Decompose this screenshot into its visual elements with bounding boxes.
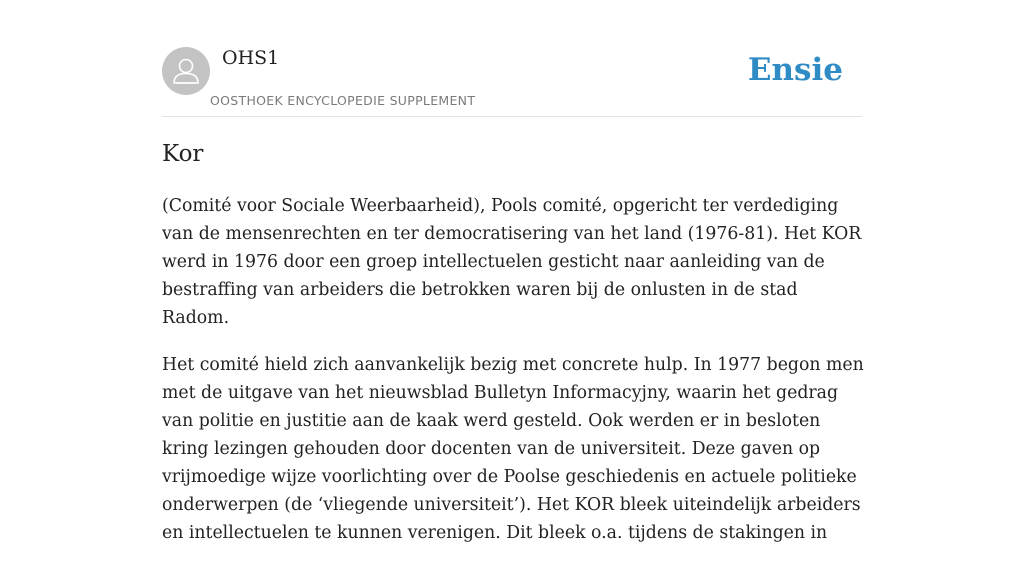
- source-link[interactable]: OOSTHOEK ENCYCLOPEDIE SUPPLEMENT: [210, 93, 476, 108]
- article-paragraph: (Comité voor Sociale Weerbaarheid), Pools comité, opgericht ter verdediging van de mensenrechten en ter democratisering van het land (1976-81). Het KOR werd in 1976 door een groep intellectuelen gesticht naar aanleiding van de bestraffing van arbeiders die betrokken waren bij de onlusten in de stad Radom.: [162, 196, 862, 328]
- article-body: [162, 192, 867, 566]
- article-paragraph: Het comité hield zich aanvankelijk bezig met concrete hulp. In 1977 begon men met de uitgave van het nieuwsblad Bulletyn Informacyjny, waarin het gedrag van politie en justitie aan de kaak werd gesteld. Ook werden er in besloten kring lezingen gehouden door docenten van de universiteit. Deze gaven op vrijmoedige wijze voorlichting over de Poolse geschiedenis en actuele politieke onderwerpen (de ‘vliegende universiteit’). Het KOR bleek uiteindelijk arbeiders en intellectuelen te kunnen verenigen. Dit bleek o.a. tijdens de stakingen in: [162, 355, 864, 543]
- page-title: Kor: [162, 141, 204, 167]
- user-silhouette-icon[interactable]: [162, 47, 210, 95]
- author-link[interactable]: OHS1: [222, 47, 280, 69]
- ensie-logo[interactable]: Ensie: [747, 52, 843, 88]
- entry-header: [162, 40, 862, 117]
